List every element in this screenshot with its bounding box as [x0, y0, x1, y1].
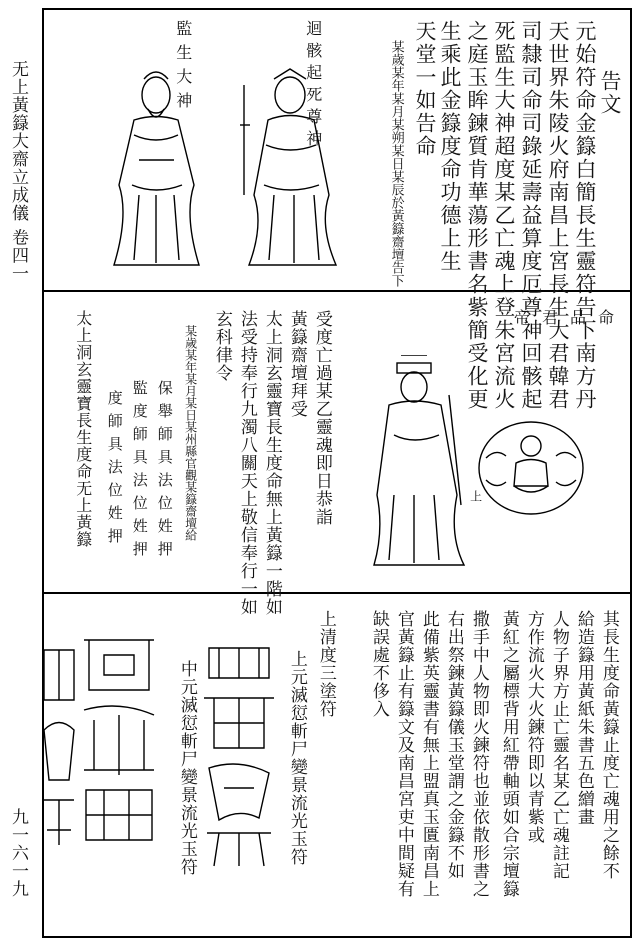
seal-script-talisman-upper — [199, 638, 279, 872]
figure-label: 帝君品命 — [514, 308, 627, 327]
figure-tag: 上 — [468, 490, 483, 502]
text-column: 元始符命金籙白簡長生靈符告下南方丹 — [573, 20, 598, 411]
text-column: 太上洞玄靈寶長生度命无上黃籙 — [73, 310, 93, 548]
talisman-caption: 中元滅愆斬尸變景流光玉符 — [176, 660, 197, 876]
figure-label-left: 迴骸起死尊神 — [303, 20, 323, 152]
text-column-date: 某歲某年某月某日某州縣官觀某籙齋壇給 — [183, 325, 198, 541]
text-column: 黃紅之屬標背用紅帶軸頭如合宗壇籙 — [498, 610, 519, 898]
book-title: 无上黃籙大齋立成儀 卷四一 — [8, 60, 28, 283]
figure-label-right: 監生大神 — [173, 20, 193, 116]
text-column-date: 某歲某年某月某朔某日某辰於黃籙齋壇告下 — [388, 40, 404, 287]
text-column: 撒手中人物即火鍊符也並依散形書之 — [468, 610, 489, 898]
text-column: 此備紫英靈書有無上盟真玉匱南昌上 — [418, 610, 439, 898]
emperor-figure-illustration — [349, 355, 479, 574]
text-column: 天世界朱陵火府南昌上宮長生大君韓君 — [546, 20, 571, 411]
text-column: 之庭玉眸鍊質肯華蕩形書名紫簡受化更 — [465, 20, 490, 411]
text-column: 黃籙齋壇拜受 — [286, 310, 307, 418]
deity-figure-illustration — [94, 65, 224, 279]
text-column-signature: 度師具法位姓押 — [105, 390, 124, 551]
text-column: 太上洞玄靈寶長生度命無上黃籙一階如 — [261, 310, 282, 616]
text-column: 生乘此金籙度命功德上生 — [438, 20, 463, 273]
text-column: 司隸司命司錄延壽益算度厄尊神回骸起 — [519, 20, 544, 411]
seal-script-talisman-left — [39, 630, 79, 854]
text-column: 受度亡過某乙靈魂即日恭詣 — [311, 310, 332, 526]
talisman-title: 上清度三塗符 — [315, 610, 336, 718]
text-column: 右出祭鍊黃籙儀玉堂謂之金籙不如 — [443, 610, 464, 880]
seal-script-talisman-middle — [74, 630, 164, 854]
talisman-caption: 上元滅愆斬尸變景流光玉符 — [286, 650, 307, 866]
text-column: 死監生大神超度某乙亡魂上登朱宮流火 — [492, 20, 517, 411]
text-column: 人物子界方止亡靈名某乙亡魂註記 — [548, 610, 569, 880]
text-column: 其長生度命黃籙止度亡魂用之餘不 — [598, 610, 619, 880]
text-column: 玄科律令 — [211, 310, 232, 382]
text-column: 天堂一如告命 — [413, 20, 438, 158]
soul-in-halo-illustration — [476, 418, 586, 522]
text-column-signature: 監度師具法位姓押 — [130, 380, 149, 564]
page-number: 九一六一九 — [8, 808, 28, 898]
text-column: 法受持奉行九濁八關天上敬信奉行一如 — [236, 310, 257, 616]
text-column: 方作流火大火鍊符即以青紫或 — [523, 610, 544, 844]
deity-figure-illustration — [224, 65, 354, 279]
text-column: 缺誤處不侈入 — [368, 610, 389, 718]
divider-bottom — [44, 592, 630, 594]
page-frame — [42, 8, 632, 938]
announcement-heading: 告文 — [598, 70, 623, 116]
text-column-signature: 保舉師具法位姓押 — [155, 380, 174, 564]
text-column: 給造籙用黃紙朱書五色繒畫 — [573, 610, 594, 826]
text-column: 官黃籙止有籙文及南昌宮吏中間疑有 — [393, 610, 414, 898]
